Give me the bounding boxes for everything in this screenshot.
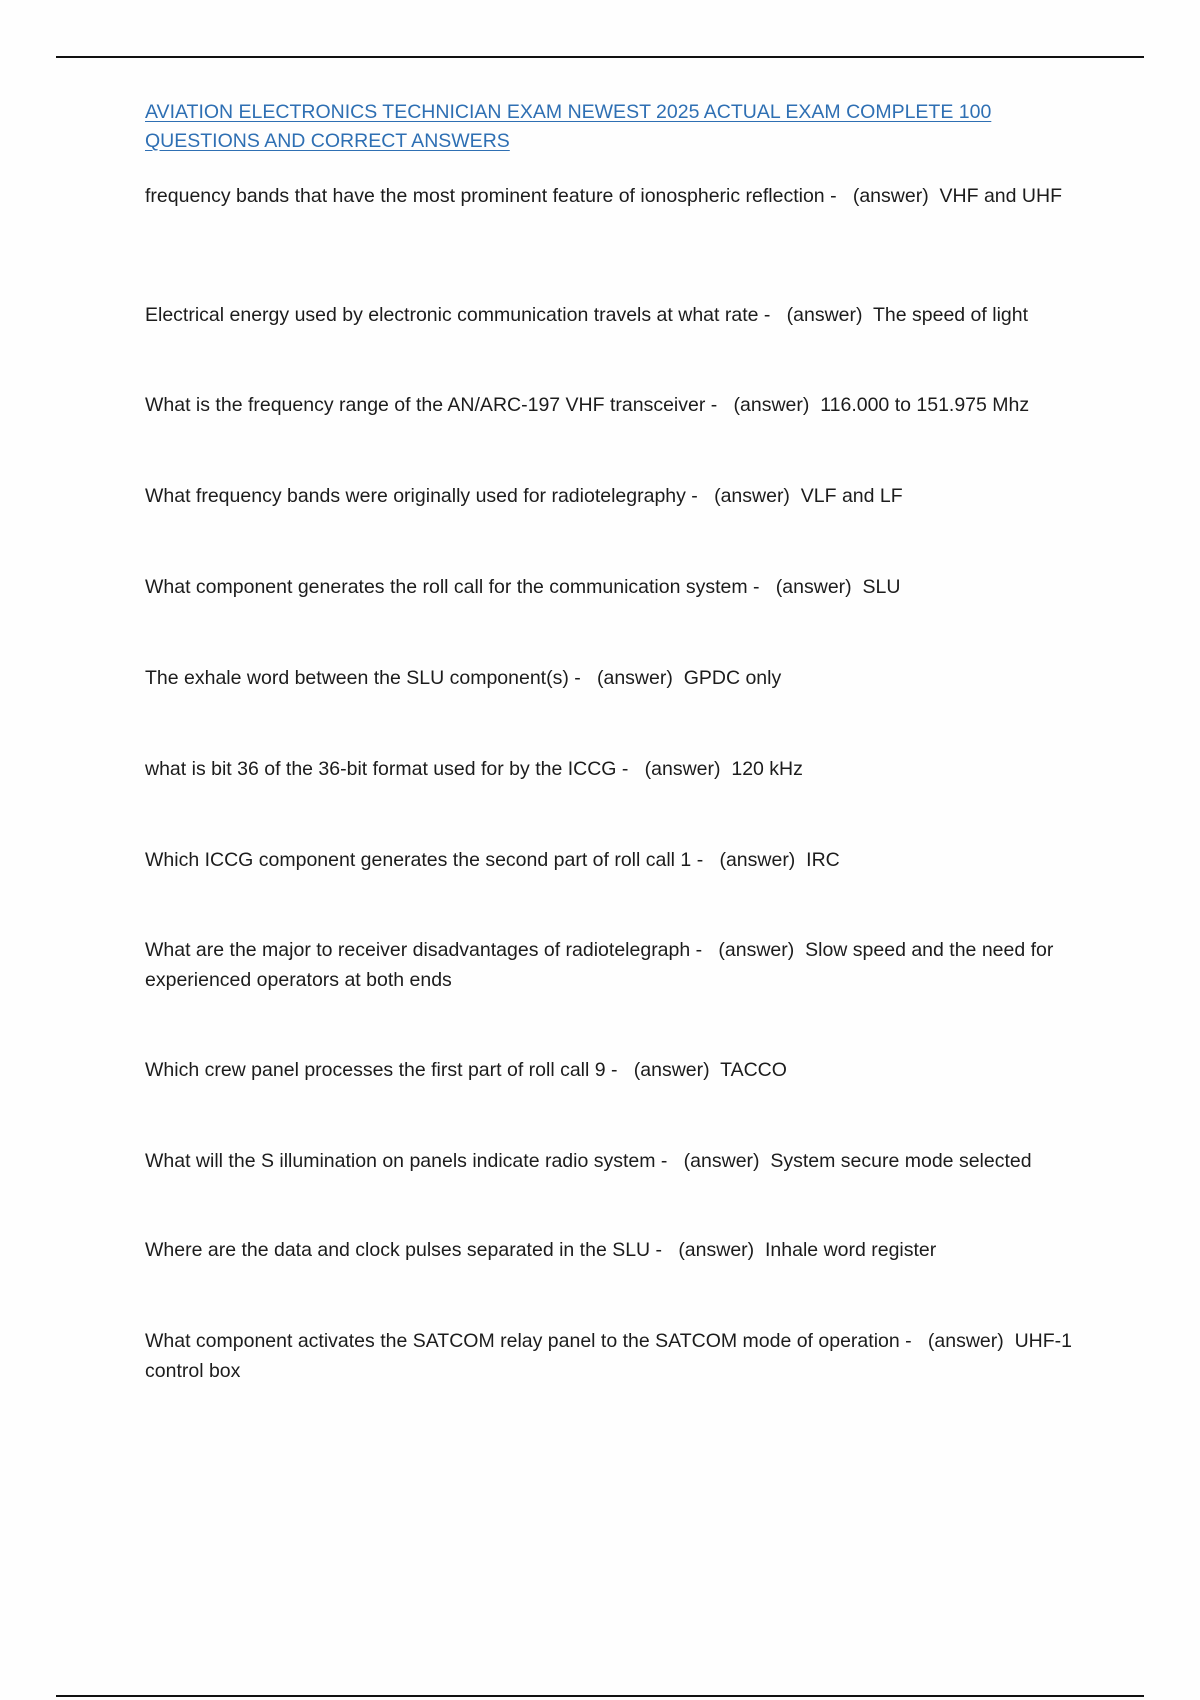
question-text: Which crew panel processes the first part of roll call 9 - <box>145 1059 618 1081</box>
question-text: What frequency bands were originally used for radiotelegraphy - <box>145 485 698 507</box>
qa-item <box>145 481 1090 511</box>
answer-text: IRC <box>806 849 840 871</box>
qa-item <box>145 1235 1090 1265</box>
answer-marker: (answer) <box>852 185 929 207</box>
qa-item <box>145 845 1090 875</box>
qa-item <box>145 663 1090 693</box>
qa-item <box>145 181 1090 211</box>
answer-marker: (answer) <box>927 1330 1004 1352</box>
answer-marker: (answer) <box>775 576 852 598</box>
question-text: What are the major to receiver disadvantages of radiotelegraph - <box>145 939 703 961</box>
question-text: Which ICCG component generates the second part of roll call 1 - <box>145 849 704 871</box>
answer-marker: (answer) <box>719 849 796 871</box>
answer-text: VLF and LF <box>800 485 903 507</box>
answer-marker: (answer) <box>644 758 721 780</box>
qa-item <box>145 754 1090 784</box>
answer-text: System secure mode selected <box>770 1150 1032 1172</box>
question-text: What component generates the roll call for the communication system - <box>145 576 760 598</box>
answer-text: Slow speed and the need for experienced operators at both ends <box>145 939 1054 991</box>
answer-text: 120 kHz <box>731 758 803 780</box>
answer-marker: (answer) <box>597 667 673 689</box>
qa-item <box>145 1146 1090 1176</box>
answer-text: Inhale word register <box>765 1239 937 1261</box>
answer-marker: (answer) <box>733 394 810 416</box>
question-text: What component activates the SATCOM relay panel to the SATCOM mode of operation - <box>145 1330 912 1352</box>
answer-marker: (answer) <box>633 1059 710 1081</box>
qa-item <box>145 935 1090 995</box>
question-text: What will the S illumination on panels indicate radio system - <box>145 1150 668 1172</box>
qa-item <box>145 572 1090 602</box>
question-text: What is the frequency range of the AN/ARC-197 VHF transceiver - <box>145 394 718 416</box>
answer-marker: (answer) <box>678 1239 755 1261</box>
answer-text: 116.000 to 151.975 Mhz <box>820 394 1030 416</box>
qa-item <box>145 1055 1090 1085</box>
answer-marker: (answer) <box>683 1150 760 1172</box>
answer-text: TACCO <box>720 1059 787 1081</box>
answer-text: GPDC only <box>683 667 782 689</box>
question-text: Where are the data and clock pulses separated in the SLU - <box>145 1239 663 1261</box>
answer-text: VHF and UHF <box>939 185 1062 207</box>
answer-text: SLU <box>862 576 901 598</box>
top-rule <box>56 56 1144 58</box>
answer-marker: (answer) <box>714 485 790 507</box>
question-text: what is bit 36 of the 36-bit format used for by the ICCG - <box>145 758 629 780</box>
answer-text: The speed of light <box>872 304 1029 326</box>
qa-item <box>145 390 1090 420</box>
bottom-rule <box>56 1695 1144 1697</box>
question-text: frequency bands that have the most prominent feature of ionospheric reflection - <box>145 185 837 207</box>
qa-item <box>145 300 1090 330</box>
qa-item <box>145 1326 1090 1386</box>
answer-text: UHF-1 control box <box>145 1330 1073 1382</box>
document-title[interactable]: AVIATION ELECTRONICS TECHNICIAN EXAM NEWEST 2025 ACTUAL EXAM COMPLETE 100 QUESTIONS AND CORRECT ANSWERS <box>145 101 992 152</box>
question-text: Electrical energy used by electronic communication travels at what rate - <box>145 304 771 326</box>
answer-marker: (answer) <box>718 939 795 961</box>
answer-marker: (answer) <box>786 304 863 326</box>
question-text: The exhale word between the SLU component(s) - <box>145 667 581 689</box>
